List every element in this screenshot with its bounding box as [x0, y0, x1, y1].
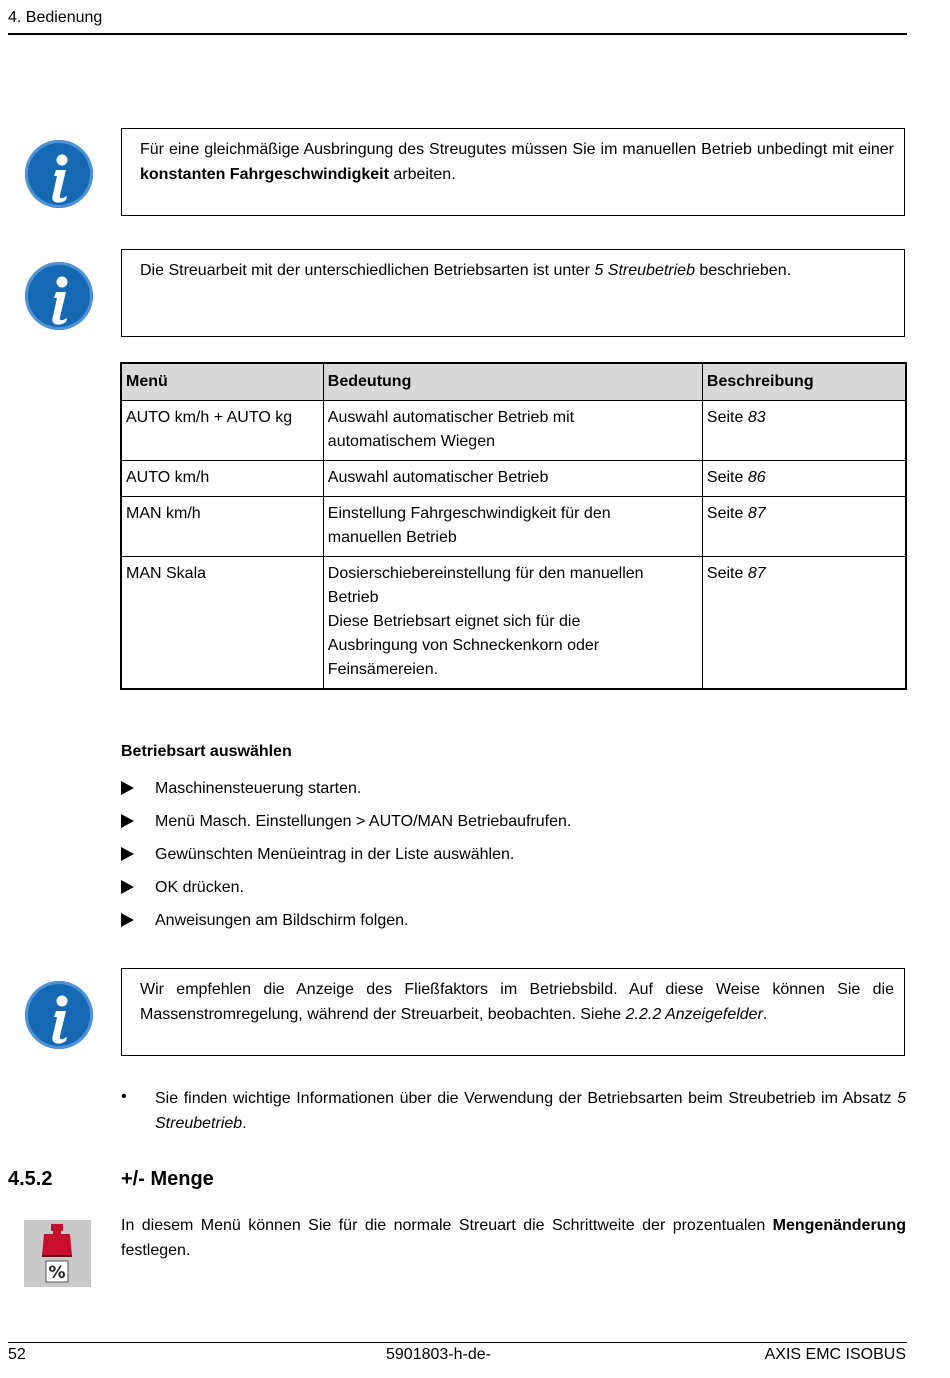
- text-run: Die Streuarbeit mit der unterschiedlichen Betriebsarten ist unter: [140, 262, 595, 279]
- text-run: festlegen.: [121, 1242, 191, 1259]
- table-row: [121, 401, 906, 461]
- bullet-text: [155, 1086, 906, 1136]
- note-constant-speed: [121, 128, 905, 216]
- triangle-bullet-icon: [121, 847, 134, 866]
- footer-page-number: 52: [8, 1346, 26, 1363]
- procedure-step: [121, 879, 881, 901]
- table-row: [121, 461, 906, 497]
- info-icon: [25, 262, 93, 330]
- page-reference-link[interactable]: 86: [747, 469, 766, 486]
- text-run: .: [242, 1115, 247, 1132]
- cell-description: [702, 461, 906, 497]
- meaning-line: Feinsämereien.: [327, 661, 439, 678]
- page-reference-prefix: Seite: [706, 505, 748, 522]
- footer-product-name: AXIS EMC ISOBUS: [764, 1346, 906, 1363]
- procedure-step-text: Gewünschten Menüeintrag in der Liste auswählen.: [155, 846, 515, 863]
- text-run: .: [762, 1006, 768, 1023]
- text-run: arbeiten.: [388, 166, 456, 183]
- info-icon: [25, 140, 93, 208]
- page-reference-link[interactable]: 87: [747, 505, 766, 522]
- meaning-line: manuellen Betrieb: [327, 529, 457, 546]
- procedure-step-text: OK drücken.: [155, 879, 244, 896]
- cell-description: [702, 497, 906, 557]
- meaning-line: Ausbringung von Schneckenkorn oder: [327, 637, 600, 654]
- meaning-line: Auswahl automatischer Betrieb mit: [327, 409, 575, 426]
- operating-modes-table: [120, 362, 907, 690]
- column-header-menu: Menü: [121, 363, 323, 401]
- footer-divider: [8, 1342, 907, 1343]
- header-divider: [8, 33, 907, 35]
- italic-text-run: 5 Streubetrieb: [594, 262, 695, 279]
- note-operating-modes: [121, 249, 905, 337]
- triangle-bullet-icon: [121, 880, 134, 899]
- procedure-step: [121, 780, 881, 802]
- triangle-bullet-icon: [121, 781, 134, 800]
- procedure-step-text: Maschinensteuerung starten.: [155, 780, 362, 797]
- italic-text-run: 5 Streubetrieb: [155, 1090, 906, 1132]
- procedure-step: [121, 813, 881, 835]
- cell-description: [702, 557, 906, 690]
- procedure-step-text: Anweisungen am Bildschirm folgen.: [155, 912, 409, 929]
- column-header-meaning: Bedeutung: [323, 363, 702, 401]
- meaning-line: Einstellung Fahrgeschwindigkeit für den: [327, 505, 611, 522]
- cell-meaning: [323, 497, 702, 557]
- cell-meaning: [323, 401, 702, 461]
- page-reference-prefix: Seite: [706, 409, 748, 426]
- text-run: Für eine gleichmäßige Ausbringung des Streugutes müssen Sie im manuellen Betrieb unbedingt mit einer: [140, 141, 894, 158]
- page-reference-prefix: Seite: [706, 469, 748, 486]
- procedure-title: Betriebsart auswählen: [121, 743, 292, 760]
- meaning-line: Diese Betriebsart eignet sich für die: [327, 613, 581, 630]
- table-row: [121, 497, 906, 557]
- bullet-symbol: •: [121, 1088, 127, 1105]
- bold-text-run: Mengenänderung: [772, 1217, 906, 1234]
- text-run: beschrieben.: [694, 262, 792, 279]
- page-reference-link[interactable]: 87: [747, 565, 766, 582]
- cell-meaning: [323, 461, 702, 497]
- page-reference-link[interactable]: 83: [747, 409, 766, 426]
- text-run: In diesem Menü können Sie für die normale Streuart die Schrittweite der prozentualen: [121, 1217, 773, 1234]
- svg-text:%: %: [48, 1263, 66, 1283]
- bold-text-run: konstanten Fahrgeschwindigkeit: [140, 166, 389, 183]
- footer-document-id: 5901803-h-de-: [386, 1346, 491, 1363]
- procedure-step: [121, 846, 881, 868]
- triangle-bullet-icon: [121, 814, 134, 833]
- triangle-bullet-icon: [121, 913, 134, 932]
- cell-menu: AUTO km/h + AUTO kg: [121, 401, 323, 461]
- info-icon: [25, 981, 93, 1049]
- cell-menu: MAN km/h: [121, 497, 323, 557]
- text-run: Wir empfehlen die Anzeige des Fließfaktors im Betriebsbild. Auf diese Weise können Sie die Massenstromregelung, während der Streuarbeit, beobachten. Siehe: [140, 981, 894, 1023]
- cell-menu: AUTO km/h: [121, 461, 323, 497]
- section-title: +/- Menge: [121, 1168, 214, 1190]
- procedure-step: [121, 912, 881, 934]
- table-header-row: [121, 363, 906, 401]
- section-paragraph: [121, 1213, 906, 1263]
- weight-percent-icon: [24, 1220, 91, 1287]
- italic-text-run: 2.2.2 Anzeigefelder: [625, 1006, 763, 1023]
- table-row: [121, 557, 906, 690]
- cell-description: [702, 401, 906, 461]
- cell-menu: MAN Skala: [121, 557, 323, 690]
- meaning-line: automatischem Wiegen: [327, 433, 495, 450]
- meaning-line: Dosierschiebereinstellung für den manuellen: [327, 565, 644, 582]
- page-reference-prefix: Seite: [706, 565, 748, 582]
- meaning-line: Auswahl automatischer Betrieb: [327, 469, 549, 486]
- text-run: Sie finden wichtige Informationen über die Verwendung der Betriebsarten beim Streubetrieb im Absatz: [155, 1090, 898, 1107]
- section-number: 4.5.2: [8, 1168, 53, 1190]
- column-header-description: Beschreibung: [702, 363, 906, 401]
- procedure-step-text: Menü Masch. Einstellungen > AUTO/MAN Betriebaufrufen.: [155, 813, 572, 830]
- note-flow-factor: [121, 968, 905, 1056]
- cell-meaning: [323, 557, 702, 690]
- page-header-title: 4. Bedienung: [8, 9, 103, 26]
- meaning-line: Betrieb: [327, 589, 379, 606]
